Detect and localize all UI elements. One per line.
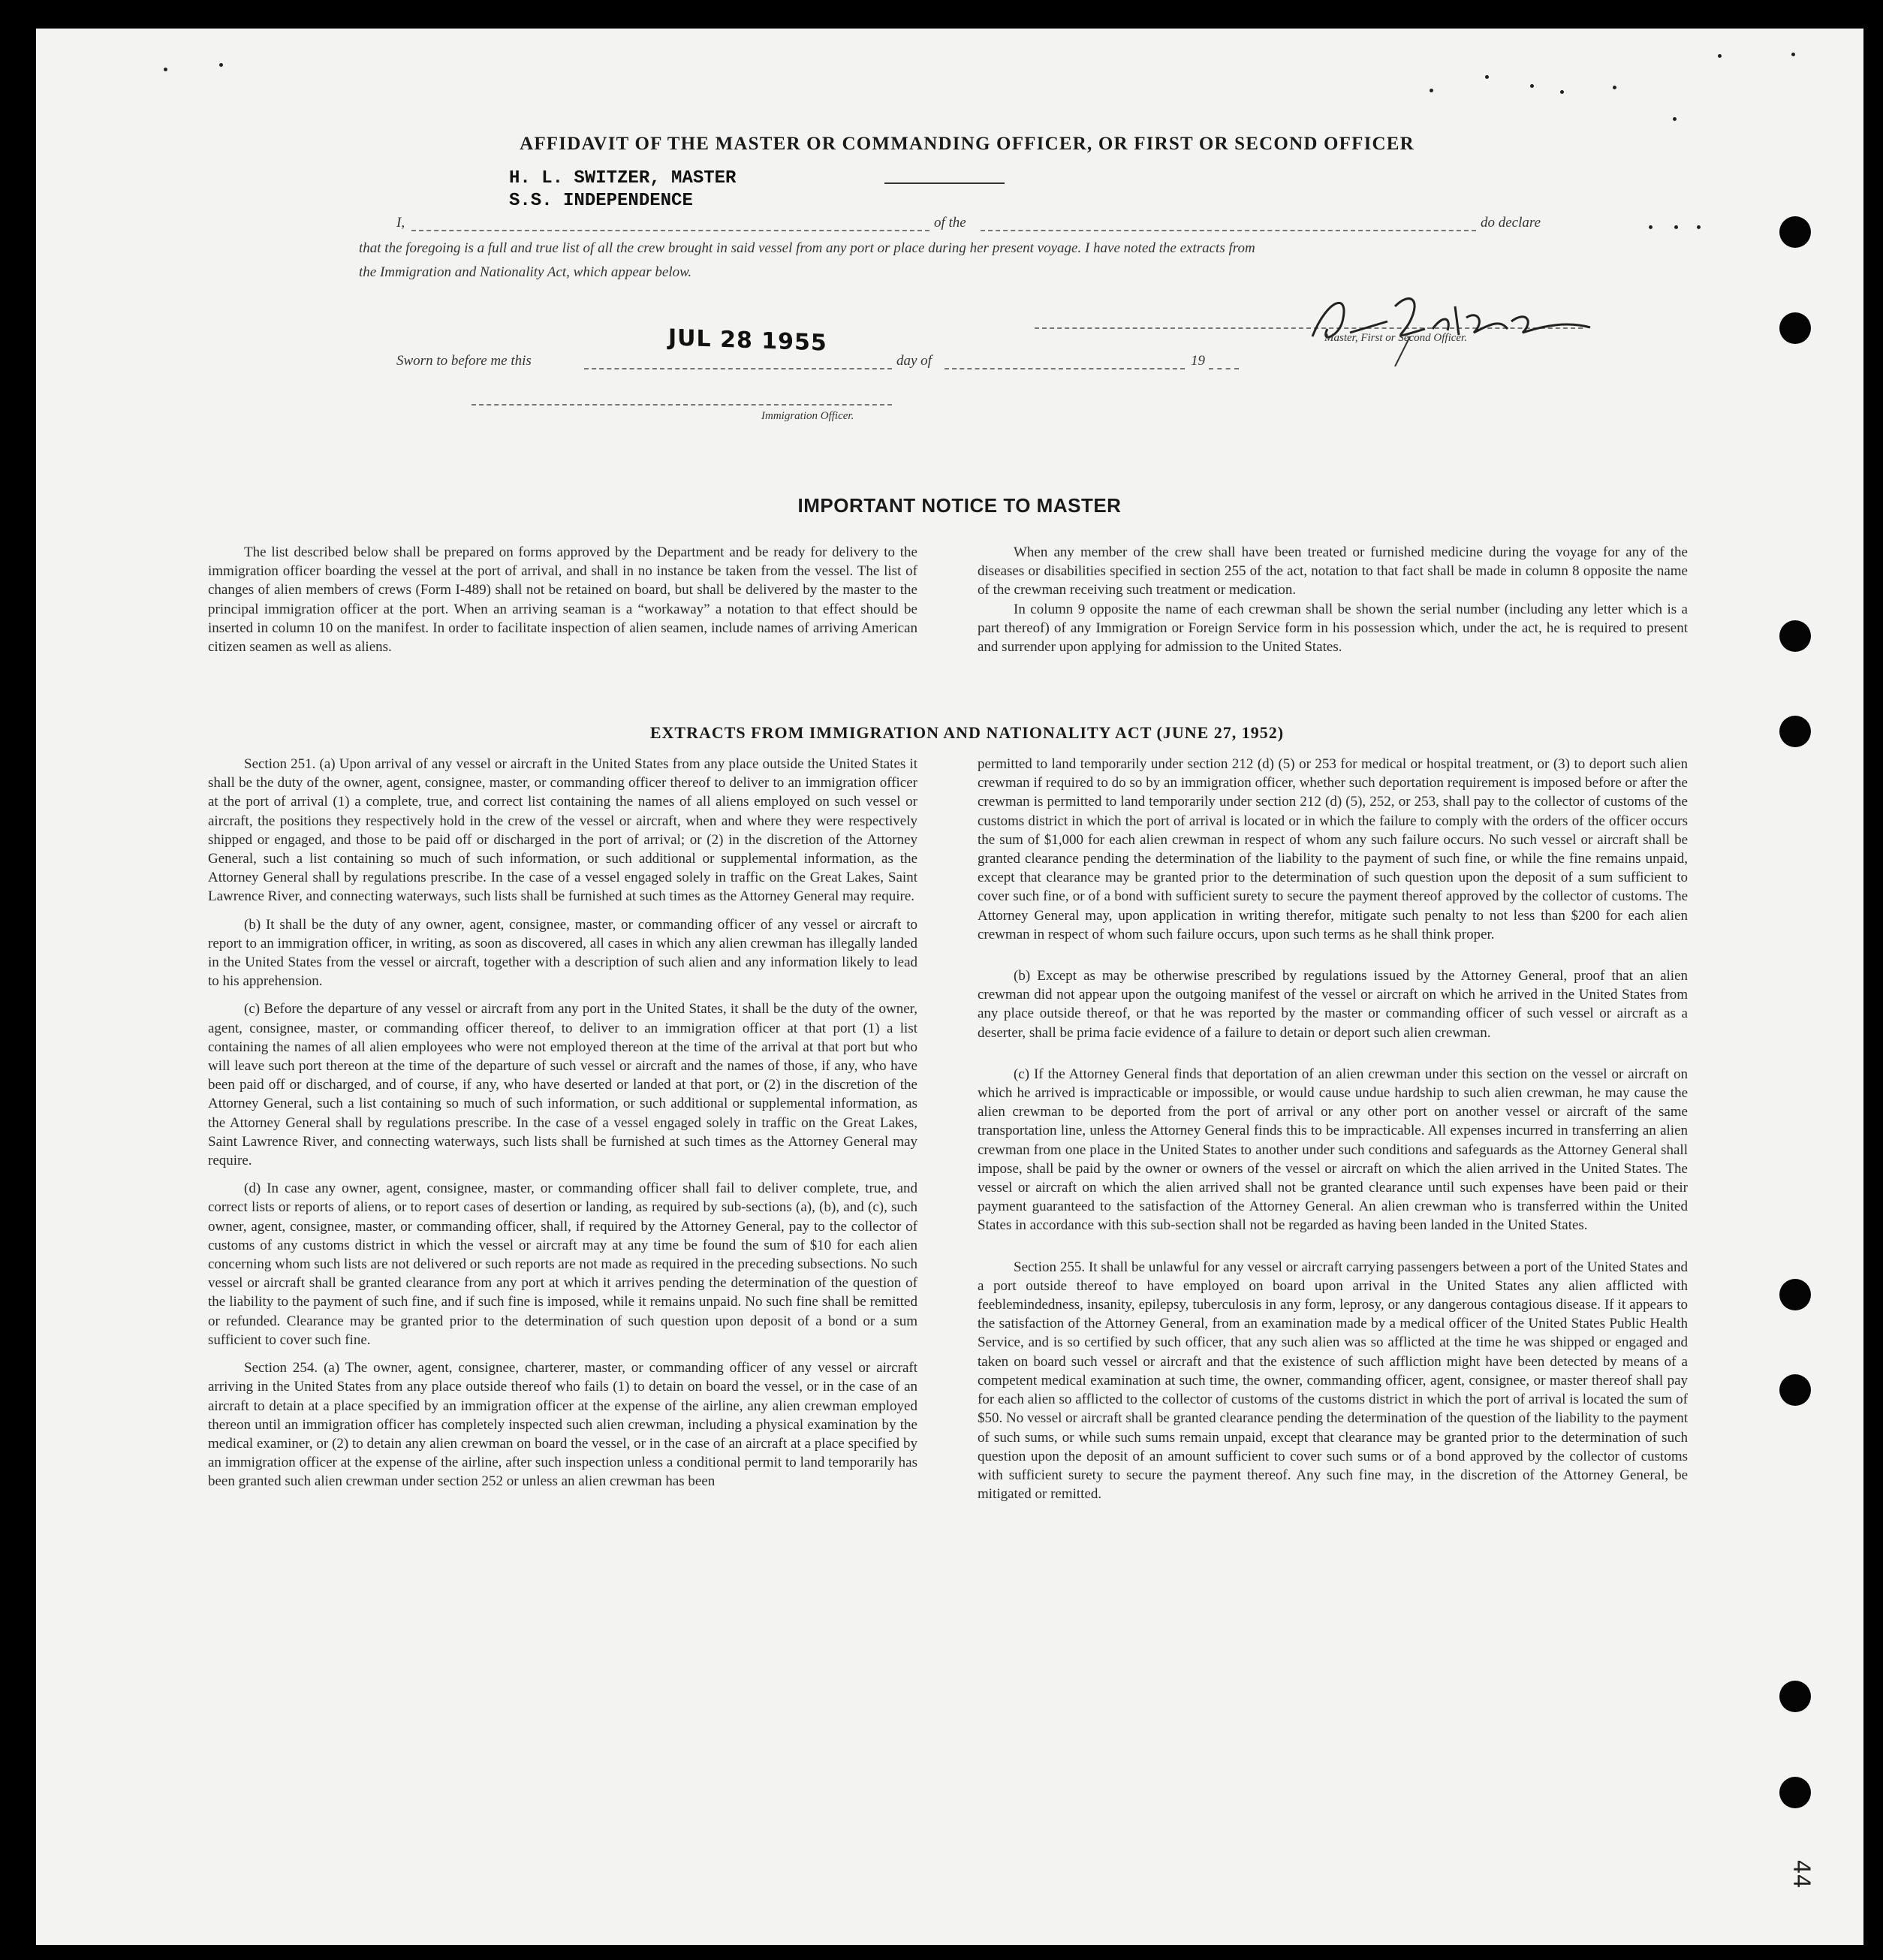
section-251-c: (c) Before the departure of any vessel or aircraft from any port in the United States, it shall be the duty of the owner, agent, consignee, master, or commanding officer thereof, to deliver to an immigration officer at that port (1) a list containing the names of all alien employees who were not employed thereon at the time of the arrival at that port but who will leave such port thereon at the time of the departure of such vessel or aircraft and the names of those, if any, who have been paid off or discharged, and of course, if any, who have deserted or landed at that port, or (2) in the discretion of the Attorney General, such a list containing so much of such information, or such additional or supplemental information, as the Attorney General shall by regulations prescribe. In the case of a vessel engaged solely in traffic on the Great Lakes, Saint Lawrence River, and connecting waterways, such lists shall be furnished at such times as the Attorney General may require. [208, 1001, 917, 1169]
notice-left-column [208, 543, 917, 656]
sworn-day-line [584, 368, 892, 369]
scan-speck [164, 68, 167, 71]
section-254-a: Section 254. (a) The owner, agent, consignee, charterer, master, or commanding officer of any vessel or aircraft arriving in the United States from any place outside thereof who fails (1) to detain on board the vessel, or in the case of an aircraft to detain at a place specified by an immigration officer at the expense of the airline, any alien crewman employed thereon until an immigration officer has completely inspected such alien crewman, including a physical examination by the medical examiner, or (2) to detain any alien crewman on board the vessel, or in the case of an aircraft at a place specified by an immigration officer at the expense of the airline, after such inspection unless a conditional permit to land temporarily has been granted such alien crewman under section 252 or unless an alien crewman has been [208, 1360, 917, 1490]
short-rule [884, 182, 1005, 184]
notice-title: IMPORTANT NOTICE TO MASTER [797, 494, 1122, 517]
section-254-c: (c) If the Attorney General finds that deportation of an alien crewman under this section on the vessel or aircraft on which he arrived is impracticable or impossible, or would cause undue hardship to such alien crewman, he may cause the alien crewman to be deported from the port of arrival or any other port on another vessel or aircraft of the same transportation line, unless the Attorney General finds this to be impracticable. All expenses incurred in transferring an alien crewman from one place in the United States to another under such conditions and safeguards as the Attorney General shall impose, shall be paid by the owner or owners of the vessel or aircraft on which the alien arrived in the United States. The vessel or aircraft on which the alien arrived shall not be granted clearance until such expenses have been paid or their payment guaranteed to the satisfaction of the Attorney General. An alien crewman who is transferred within the United States in accordance with this sub-section shall not be regarded as having been landed in the United States. [978, 1066, 1688, 1234]
section-251-b: (b) It shall be the duty of any owner, agent, consignee, master, or commanding officer of any vessel or aircraft to report to an immigration officer, in writing, as soon as discovered, all cases in which any alien crewman has illegally landed in the United States from the vessel or aircraft, together with a description of such alien and any information likely to lead to his apprehension. [208, 916, 917, 990]
scan-speck [1718, 54, 1722, 58]
master-name-line [411, 230, 929, 231]
affidavit-title: AFFIDAVIT OF THE MASTER OR COMMANDING OFFICER, OR FIRST OR SECOND OFFICER [520, 134, 1415, 154]
scan-speck [1430, 89, 1433, 92]
vessel-name-line [981, 230, 1476, 231]
notice-right-column [978, 543, 1688, 656]
declaration-of-the: of the [934, 215, 966, 231]
immigration-officer-line [472, 404, 892, 406]
scan-speck [1791, 53, 1795, 56]
punch-hole [1779, 1681, 1811, 1712]
date-stamp: JUL 28 1955 [668, 324, 827, 357]
year-prefix: 19 [1191, 353, 1205, 369]
section-254-a-continued: permitted to land temporarily under section 212 (d) (5) or 253 for medical or hospital treatment, or (3) to deport such alien crewman if required to do so by an immigration officer, whether such deportation requirement is imposed before or after the crewman is permitted to land temporarily under section 212 (d) (5), 252, or 253, shall pay to the collector of customs of the customs district in which the port of arrival is located or in which the failure to comply with the orders of the officer occurs the sum of $1,000 for each alien crewman in respect of whom any such failure occurs. No such vessel or aircraft shall be granted clearance pending the determination of the liability to the payment of such fine, or while the fine remains unpaid, except that clearance may be granted prior to the determination of such question upon the deposit of a sum sufficient to cover such fine, or of a bond with sufficient surety to secure the payment thereof approved by the collector of customs. The Attorney General may, upon application in writing therefor, mitigate such penalty to not less than $200 for each alien crewman in respect of whom such failure occurs, upon such terms as he shall think proper. [978, 756, 1688, 942]
declaration-i: I, [396, 215, 405, 231]
section-254-b: (b) Except as may be otherwise prescribed by regulations issued by the Attorney General, proof that an alien crewman did not appear upon the outgoing manifest of the vessel or aircraft on which he arrived in the United States from any place outside thereof, or that he was reported by the master or commanding officer of such vessel or aircraft as a deserter, shall be prima facie evidence of a failure to detain or deport such alien crewman. [978, 968, 1688, 1041]
declaration-do-declare: do declare [1481, 215, 1541, 231]
scan-speck [1697, 225, 1701, 229]
day-of-label: day of [896, 353, 932, 369]
scan-speck [1673, 117, 1677, 121]
scan-speck [1485, 75, 1489, 79]
declaration-line-3: the Immigration and Nationality Act, which appear below. [359, 264, 692, 280]
scan-speck [1649, 225, 1653, 229]
punch-hole [1779, 1279, 1811, 1310]
signature-image [1297, 276, 1613, 366]
scan-speck [1674, 225, 1678, 229]
punch-hole [1779, 312, 1811, 344]
signature-caption: Master, First or Second Officer. [1324, 332, 1467, 344]
sworn-label: Sworn to before me this [396, 353, 532, 369]
document-page [36, 29, 1863, 1945]
punch-hole [1779, 620, 1811, 652]
scan-speck [1560, 90, 1564, 94]
punch-hole [1779, 216, 1811, 248]
typed-vessel-name: S.S. INDEPENDENCE [509, 191, 693, 211]
immigration-officer-caption: Immigration Officer. [761, 410, 854, 422]
scan-speck [1613, 86, 1616, 89]
scan-speck [219, 63, 223, 67]
margin-handwritten-note: 44 [1788, 1859, 1815, 1889]
extracts-right-column [978, 755, 1688, 1503]
punch-hole [1779, 1374, 1811, 1406]
scan-speck [1530, 84, 1534, 88]
declaration-line-2: that the foregoing is a full and true list of all the crew brought in said vessel from any port or place during her present voyage. I have noted the extracts from [359, 240, 1255, 256]
section-251-a: Section 251. (a) Upon arrival of any vessel or aircraft in the United States from any place outside the United States it shall be the duty of the owner, agent, consignee, master, or commanding officer thereof to deliver to an immigration officer at the port of arrival (1) a complete, true, and correct list containing the names of all aliens employed on such vessel or aircraft, the positions they respectively hold in the crew of the vessel or aircraft, when and where they were respectively shipped or engaged, and those to be paid off or discharged in the port of arrival; or (2) in the discretion of the Attorney General, such a list containing so much of such information, or such additional or supplemental information, as the Attorney General shall by regulations prescribe. In the case of a vessel engaged solely in traffic on the Great Lakes, Saint Lawrence River, and connecting waterways, such lists shall be furnished at such times as the Attorney General may require. [208, 756, 917, 905]
year-line [1209, 368, 1239, 369]
notice-left-paragraph: The list described below shall be prepared on forms approved by the Department and be ready for delivery to the immigration officer boarding the vessel at the port of arrival, and shall in no instance be taken from the vessel. The list of changes of alien members of crews (Form I-489) shall not be retained on board, but shall be delivered by the master to the principal immigration officer at the port. When an arriving seaman is a “workaway” a notation to that effect should be inserted in column 10 on the manifest. In order to facilitate inspection of alien seamen, include names of arriving American citizen seamen as well as aliens. [208, 544, 917, 656]
extracts-title: EXTRACTS FROM IMMIGRATION AND NATIONALITY ACT (JUNE 27, 1952) [649, 723, 1285, 742]
extracts-left-column [208, 755, 917, 1491]
notice-right-paragraph-1: When any member of the crew shall have been treated or furnished medicine during the voyage for any of the diseases or disabilities specified in section 255 of the act, notation to that fact shall be made in column 8 opposite the name of the crewman receiving such treatment or medication. [978, 544, 1688, 599]
month-line [945, 368, 1185, 369]
punch-hole [1779, 1777, 1811, 1808]
section-251-d: (d) In case any owner, agent, consignee, master, or commanding officer shall fail to deliver complete, true, and correct lists or reports of aliens, or to report cases of desertion or landing, as required by sub-sections (a), (b), and (c), such owner, agent, consignee, master, or commanding officer, shall, if required by the Attorney General, pay to the collector of customs of any customs district in which the vessel or aircraft may at any time be found the sum of $10 for each alien concerning whom such lists are not delivered or such reports are not made as required in the preceding subsections. No such vessel or aircraft shall be granted clearance from any port at which it arrives pending the determination of the question of the liability to the payment of such fine, and if such fine is imposed, while it remains unpaid. No such fine shall be remitted or refunded. Clearance may be granted prior to the determination of such question upon deposit of a bond or a sum sufficient to cover such fine. [208, 1181, 917, 1348]
notice-right-paragraph-2: In column 9 opposite the name of each crewman shall be shown the serial number (including any letter which is a part thereof) of any Immigration or Foreign Service form in his possession which, under the act, he is required to present and surrender upon applying for admission to the United States. [978, 601, 1688, 656]
punch-hole [1779, 716, 1811, 747]
typed-master-name: H. L. SWITZER, MASTER [509, 168, 737, 188]
section-255: Section 255. It shall be unlawful for any vessel or aircraft carrying passengers between a port of the United States and a port outside thereof to have employed on board upon arrival in the United States any alien afflicted with feeblemindedness, insanity, epilepsy, tuberculosis in any form, leprosy, or any dangerous contagious disease. If it appears to the satisfaction of the Attorney General, from an examination made by a medical officer of the United States Public Health Service, and is so certified by such officer, that any such alien was so afflicted at the time he was shipped or engaged and taken on board such vessel or aircraft and that the existence of such affliction might have been detected by means of a competent medical examination at such time, the owner, commanding officer, agent, consignee, or master thereof shall pay for each alien so afflicted to the collector of customs of the customs district in which the port of arrival is located the sum of $50. No vessel or aircraft shall be granted clearance pending the determination of the question of the liability to the payment of such sums, or while such sums remain unpaid, except that clearance may be granted prior to the determination of such question upon the deposit of an amount sufficient to cover such sums or of a bond approved by the collector of customs with sufficient surety to secure the payment thereof. Any such fine may, in the discretion of the Attorney General, be mitigated or remitted. [978, 1259, 1688, 1503]
